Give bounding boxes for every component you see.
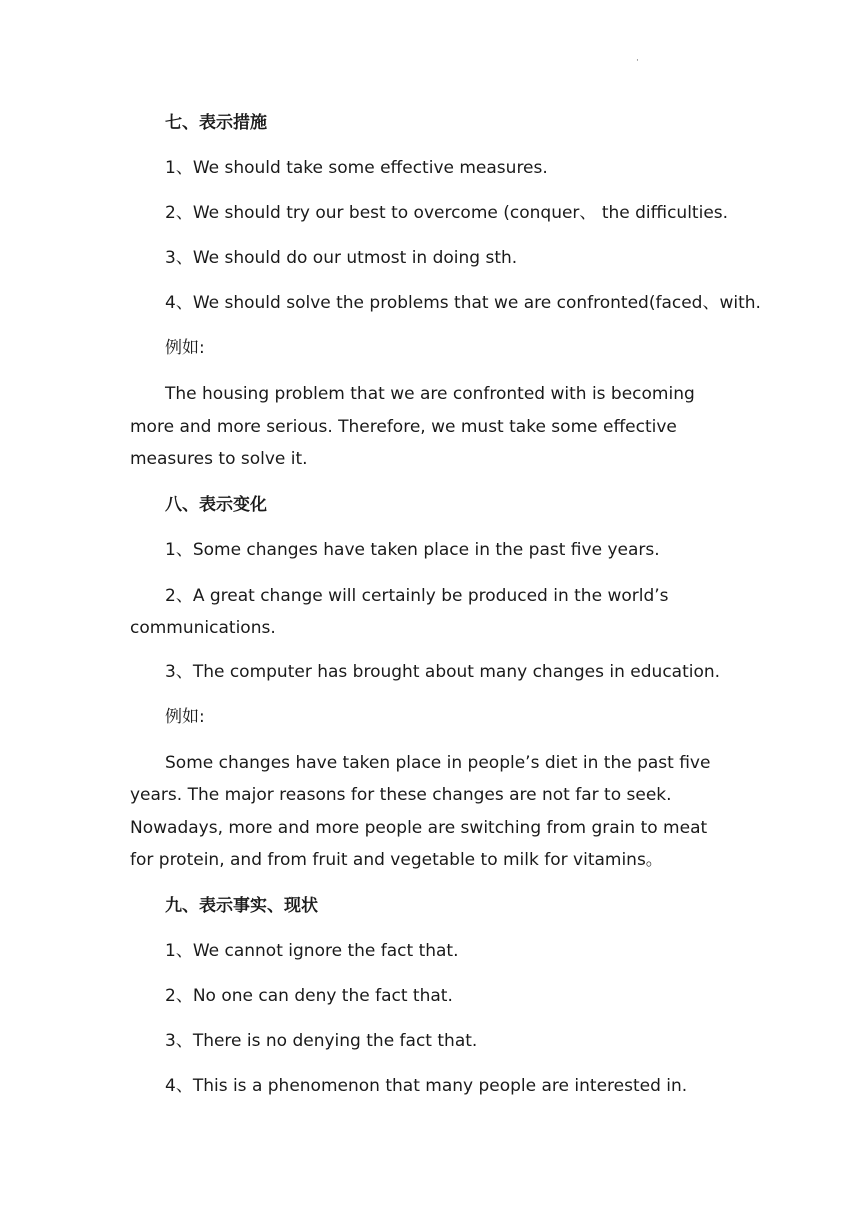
document-content xyxy=(130,108,761,1116)
section-7-item-2: 2、We should try our best to overcome (conquer、 the difficulties. xyxy=(165,203,729,223)
section-9-item-4: 4、This is a phenomenon that many people are interested in. xyxy=(165,1075,688,1096)
section-7-heading: 七、表示措施 xyxy=(165,113,267,133)
section-8-item-1: 1、Some changes have taken place in the past five years. xyxy=(165,539,660,560)
section-7-example-label: 例如: xyxy=(165,338,205,358)
section-8-item-3: 3、The computer has brought about many changes in education. xyxy=(165,661,721,682)
section-7-example-paragraph: The housing problem that we are confronted with is becoming more and more serious. Therefore, we must take some effective measures to solve it. xyxy=(130,384,695,469)
section-8-example-paragraph: Some changes have taken place in people’s diet in the past five years. The major reasons for these changes are not far to seek. Nowadays, more and more people are switching from grain to meat for protein, and from fruit and vegetable to milk for vitamins。 xyxy=(130,752,711,870)
section-9-item-2: 2、No one can deny the fact that. xyxy=(165,985,453,1006)
section-7-item-3: 3、We should do our utmost in doing sth. xyxy=(165,248,518,268)
section-9-item-3: 3、There is no denying the fact that. xyxy=(165,1030,478,1051)
section-7-item-1: 1、We should take some effective measures. xyxy=(165,158,548,178)
section-8-item-2: 2、A great change will certainly be produced in the world’s communications. xyxy=(130,585,669,638)
page-marker: · xyxy=(636,56,639,66)
section-8-heading: 八、表示变化 xyxy=(165,494,267,515)
section-9-heading: 九、表示事实、现状 xyxy=(165,895,318,916)
section-9-item-1: 1、We cannot ignore the fact that. xyxy=(165,940,459,961)
section-7-item-4: 4、We should solve the problems that we are confronted(faced、with. xyxy=(165,293,761,313)
section-8-example-label: 例如: xyxy=(165,706,205,727)
